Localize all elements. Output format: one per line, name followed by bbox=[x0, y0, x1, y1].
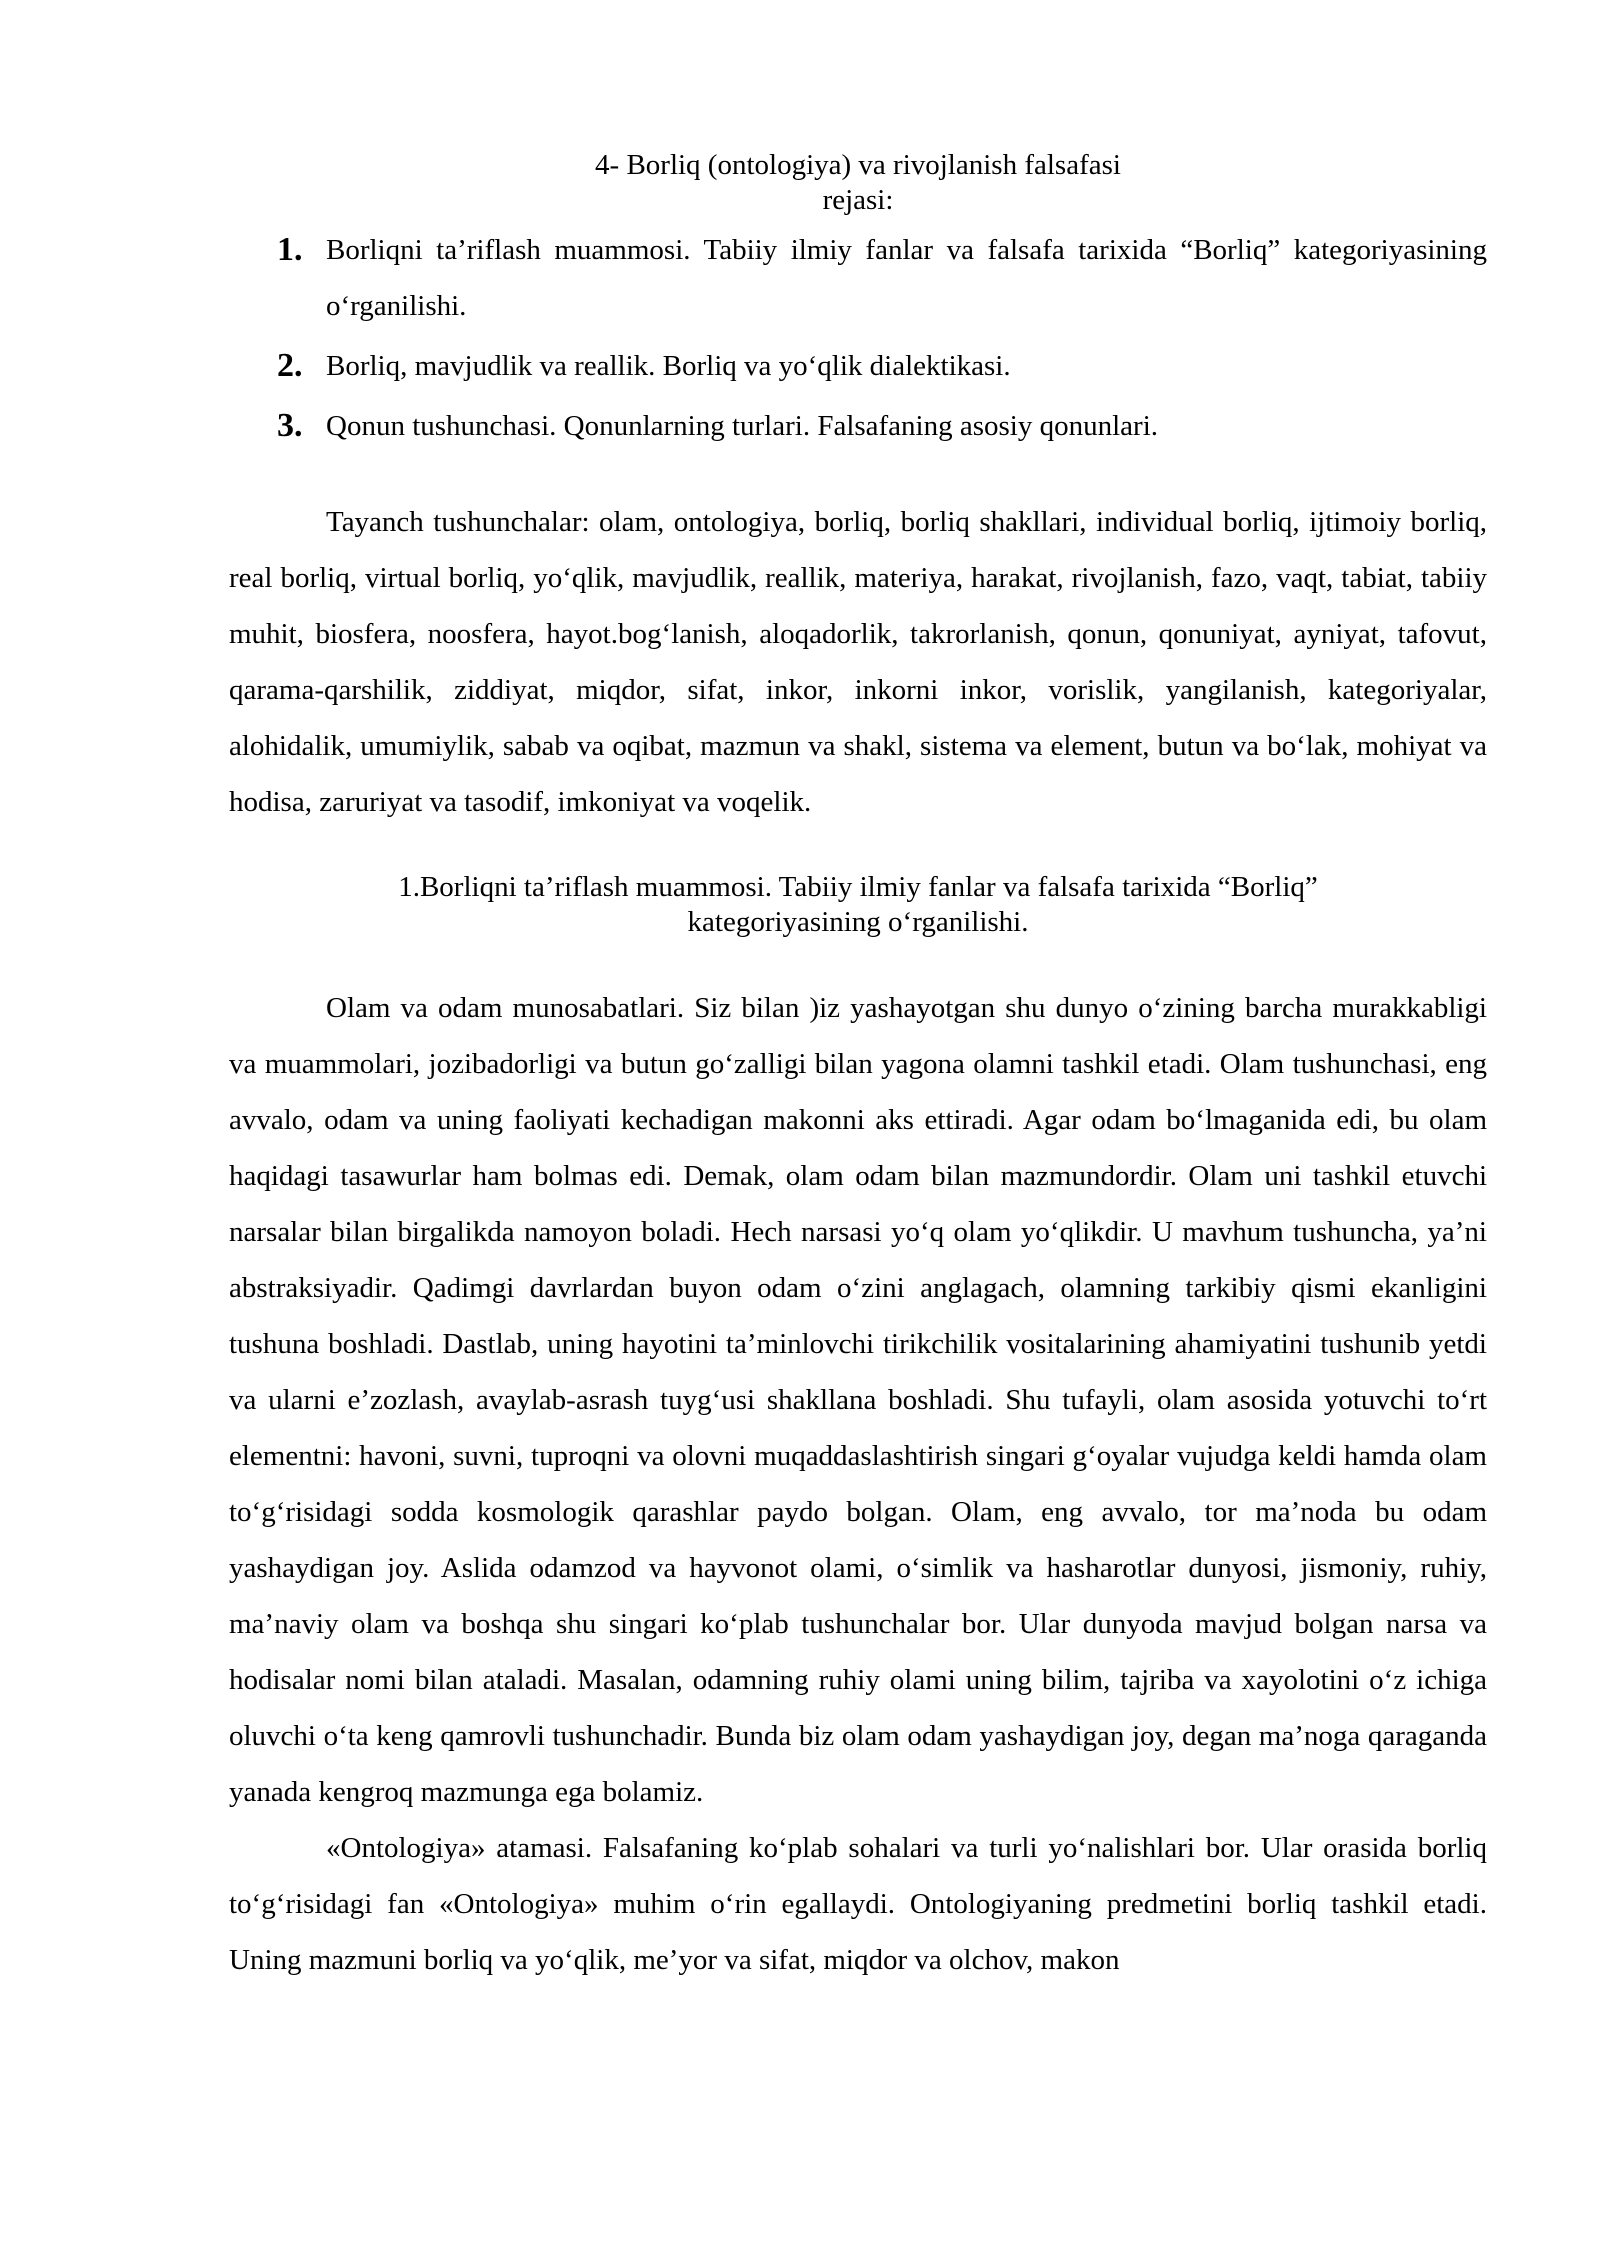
key-concepts-paragraph: Tayanch tushunchalar: olam, ontologiya, borliq, borliq shakllari, individual borliq, ijtimoiy borliq, real borliq, virtual borliq, yo‘qlik, mavjudlik, reallik, materiya, harakat, rivojlanish, fazo, vaqt, tabiat, tabiiy muhit, biosfera, noosfera, hayot.bog‘lanish, aloqadorlik, takrorlanish, qonun, qonuniyat, ayniyat, tafovut, qarama-qarshilik, ziddiyat, miqdor, sifat, inkor, inkorni inkor, vorislik, yangilanish, kategoriyalar, alohidalik, umumiylik, sabab va oqibat, mazmun va shakl, sistema va element, butun va bo‘lak, mohiyat va hodisa, zaruriyat va tasodif, imkoniyat va voqelik. bbox=[229, 506, 1487, 818]
plan-item bbox=[229, 398, 1487, 454]
spacer bbox=[229, 830, 1487, 870]
spacer bbox=[229, 458, 1487, 494]
document-content bbox=[229, 148, 1487, 1988]
plan-item-number: 1. bbox=[277, 231, 303, 268]
plan-item-text: Borliqni ta’riflash muammosi. Tabiiy ilmiy fanlar va falsafa tarixida “Borliq” kategoriyasining o‘rganilishi. bbox=[326, 234, 1487, 322]
plan-list bbox=[229, 222, 1487, 454]
page-subtitle: rejasi: bbox=[822, 184, 894, 216]
plan-item-text: Borliq, mavjudlik va reallik. Borliq va yo‘qlik dialektikasi. bbox=[326, 350, 1011, 382]
body-paragraph-1: Olam va odam munosabatlari. Siz bilan )iz yashayotgan shu dunyo o‘zining barcha murakkabligi va muammolari, jozibadorligi va butun go‘zalligi bilan yagona olamni tashkil etadi. Olam tushunchasi, eng avvalo, odam va uning faoliyati kechadigan makonni aks ettiradi. Agar odam bo‘lmaganida edi, bu olam haqidagi tasawurlar ham bolmas edi. Demak, olam odam bilan mazmundordir. Olam uni tashkil etuvchi narsalar bilan birgalikda namoyon boladi. Hech narsasi yo‘q olam yo‘qlikdir. U mavhum tushuncha, ya’ni abstraksiyadir. Qadimgi davrlardan buyon odam o‘zini anglagach, olamning tarkibiy qismi ekanligini tushuna boshladi. Dastlab, uning hayotini ta’minlovchi tirikchilik vositalarining ahamiyatini tushunib yetdi va ularni e’zozlash, avaylab-asrash tuyg‘usi shakllana boshladi. Shu tufayli, olam asosida yotuvchi to‘rt elementni: havoni, suvni, tuproqni va olovni muqaddaslashtirish singari g‘oyalar vujudga keldi hamda olam to‘g‘risidagi sodda kosmologik qarashlar paydo bolgan. Olam, eng avvalo, tor ma’noda bu odam yashaydigan joy. Aslida odamzod va hayvonot olami, o‘simlik va hasharotlar dunyosi, jismoniy, ruhiy, ma’naviy olam va boshqa shu singari ko‘plab tushunchalar bor. Ular dunyoda mavjud bolgan narsa va hodisalar nomi bilan ataladi. Masalan, odamning ruhiy olami uning bilim, tajriba va xayolotini o‘z ichiga oluvchi o‘ta keng qamrovli tushunchadir. Bunda biz olam odam yashaydigan joy, degan ma’noga qaraganda yanada kengroq mazmunga ega bolamiz. bbox=[229, 992, 1487, 1808]
plan-item-text: Qonun tushunchasi. Qonunlarning turlari. Falsafaning asosiy qonunlari. bbox=[326, 410, 1159, 442]
section-heading-line2: kategoriyasining o‘rganilishi. bbox=[687, 906, 1029, 938]
spacer bbox=[229, 940, 1487, 980]
plan-item bbox=[229, 338, 1487, 394]
body-paragraph-2: «Ontologiya» atamasi. Falsafaning ko‘plab sohalari va turli yo‘nalishlari bor. Ular orasida borliq to‘g‘risidagi fan «Ontologiya» muhim o‘rin egallaydi. Ontologiyaning predmetini borliq tashkil etadi. Uning mazmuni borliq va yo‘qlik, me’yor va sifat, miqdor va olchov, makon bbox=[229, 1832, 1487, 1976]
plan-item-number: 3. bbox=[277, 407, 303, 444]
plan-item bbox=[229, 222, 1487, 334]
plan-item-number: 2. bbox=[277, 347, 303, 384]
page-title: 4- Borliq (ontologiya) va rivojlanish falsafasi bbox=[595, 149, 1121, 181]
section-heading-line1: 1.Borliqni ta’riflash muammosi. Tabiiy ilmiy fanlar va falsafa tarixida “Borliq” bbox=[398, 871, 1318, 903]
